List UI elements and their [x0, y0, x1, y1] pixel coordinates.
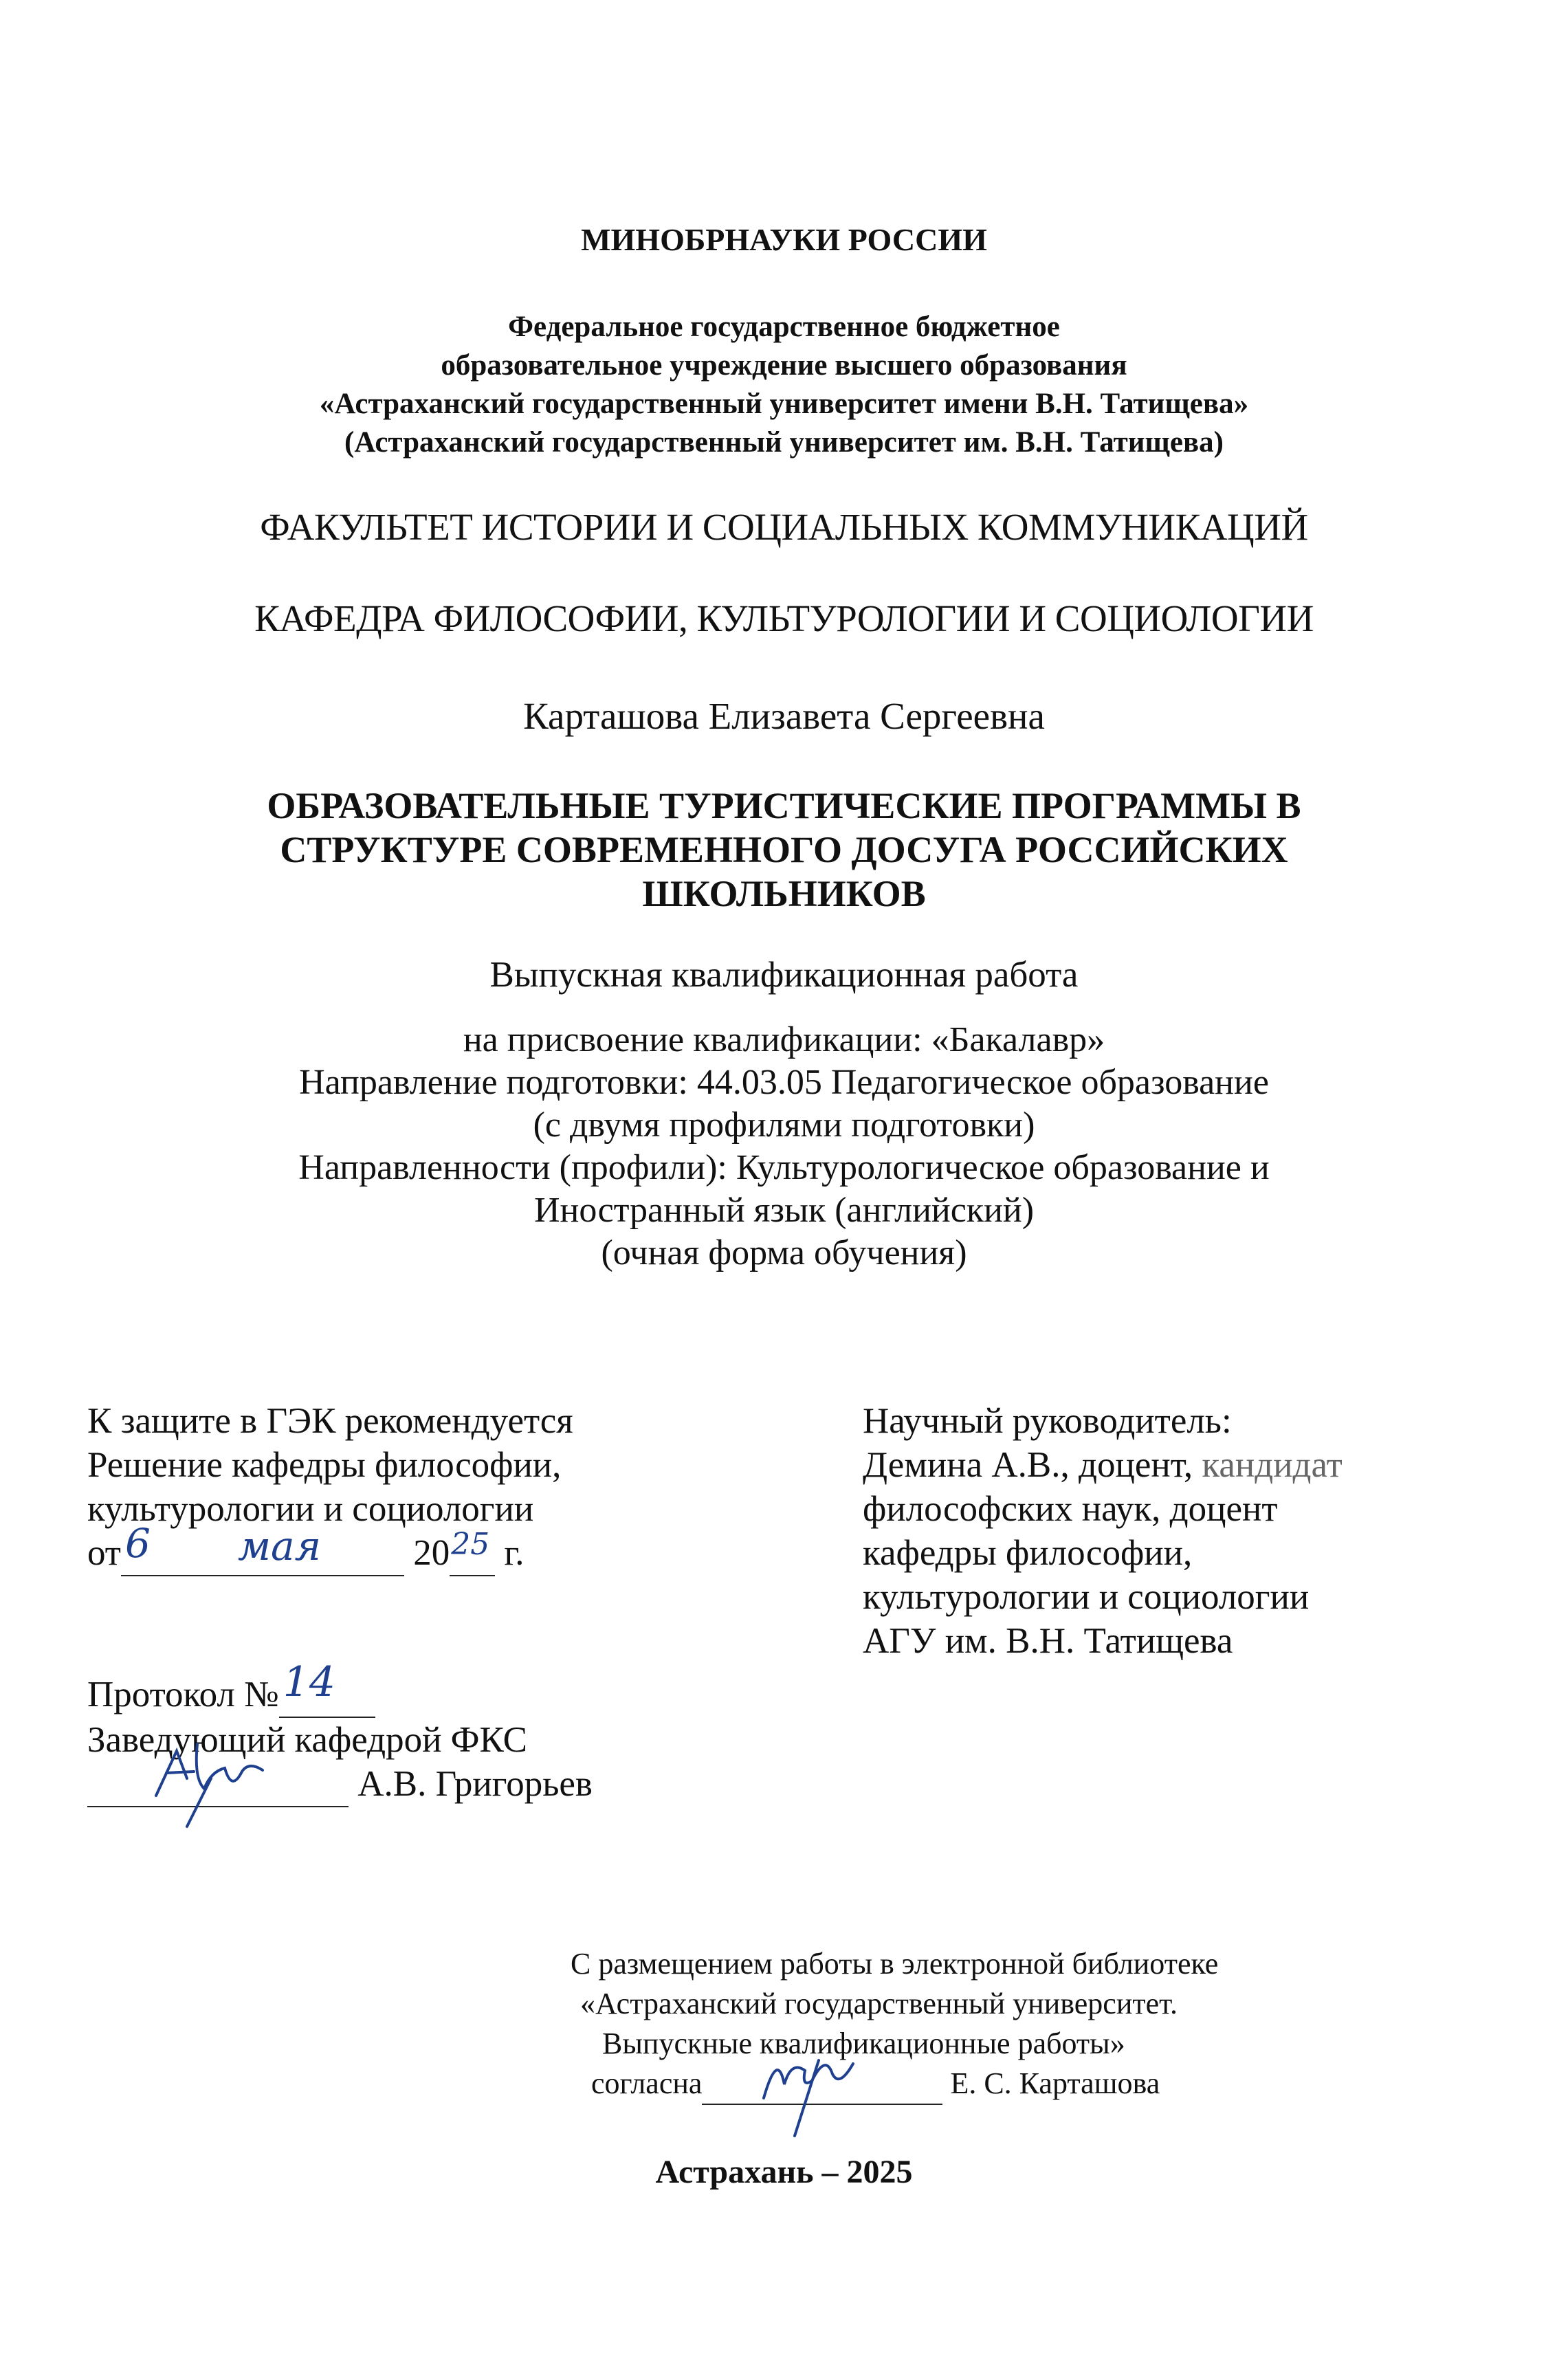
head-signature-line	[87, 1762, 593, 1807]
supervisor-degree-start: кандидат	[1202, 1445, 1343, 1485]
supervisor-line: культурологии и социологии	[863, 1577, 1310, 1617]
institution-block	[0, 308, 1568, 462]
consent-line: С размещением работы в электронной библиотеке	[571, 1947, 1219, 1981]
recommendation-line: К защите в ГЭК рекомендуется	[87, 1401, 573, 1441]
consent-signature-blank	[702, 2064, 942, 2105]
supervisor-line: кафедры философии,	[863, 1533, 1193, 1573]
supervisor-line: АГУ им. В.Н. Татищева	[863, 1621, 1233, 1661]
department-name: КАФЕДРА ФИЛОСОФИИ, КУЛЬТУРОЛОГИИ И СОЦИОЛОГИИ	[254, 597, 1314, 639]
recommendation-block	[87, 1399, 573, 1576]
protocol-blank	[279, 1658, 375, 1718]
consent-signature-line	[571, 2064, 1218, 2105]
head-name: А.В. Григорьев	[357, 1764, 593, 1804]
title-line: ШКОЛЬНИКОВ	[642, 873, 926, 914]
signer-name: Е. С. Карташова	[950, 2066, 1160, 2100]
institution-line: Федеральное государственное бюджетное	[508, 311, 1060, 343]
work-type: Выпускная квалификационная работа	[489, 955, 1079, 995]
decision-date	[87, 1520, 573, 1576]
handwritten-year: 25	[451, 1527, 490, 1562]
institution-line: образовательное учреждение высшего образования	[441, 349, 1127, 382]
head-label: Заведующий кафедрой ФКС	[87, 1720, 527, 1760]
student-signature-image	[743, 2022, 881, 2139]
head-signature-image	[129, 1730, 280, 1833]
ministry-name: МИНОБРНАУКИ РОССИИ	[581, 222, 987, 257]
faculty-name: ФАКУЛЬТЕТ ИСТОРИИ И СОЦИАЛЬНЫХ КОММУНИКАЦИЙ	[260, 506, 1308, 548]
date-blank	[121, 1520, 404, 1576]
library-consent-block	[571, 1944, 1218, 2105]
supervisor-label: Научный руководитель:	[863, 1401, 1232, 1441]
head-signature-blank	[87, 1762, 349, 1807]
details-line: Направленности (профили): Культурологическое образование и	[298, 1148, 1270, 1187]
thesis-title	[0, 784, 1568, 916]
details-line: (с двумя профилями подготовки)	[533, 1105, 1035, 1145]
details-line: Иностранный язык (английский)	[533, 1191, 1035, 1230]
supervisor-block	[863, 1399, 1343, 1663]
recommendation-line: Решение кафедры философии,	[87, 1445, 562, 1485]
details-line: (очная форма обучения)	[601, 1233, 967, 1272]
handwritten-protocol-number: 14	[283, 1658, 336, 1706]
year-prefix: 20	[413, 1533, 450, 1573]
date-prefix: от	[87, 1533, 121, 1573]
agree-label: согласна	[591, 2066, 703, 2100]
program-details	[0, 1019, 1568, 1275]
handwritten-day: 6	[124, 1520, 151, 1567]
author-name: Карташова Елизавета Сергеевна	[523, 695, 1045, 737]
protocol-block	[87, 1658, 593, 1807]
institution-line: (Астраханский государственный университет им. В.Н. Татищева)	[344, 426, 1224, 459]
details-line: Направление подготовки: 44.03.05 Педагогическое образование	[299, 1063, 1269, 1102]
protocol-label: Протокол №	[87, 1675, 279, 1714]
consent-line: Выпускные квалификационные работы»	[602, 2027, 1125, 2060]
protocol-line	[87, 1658, 593, 1718]
consent-line: «Астраханский государственный университет.	[580, 1987, 1178, 2020]
year-blank	[450, 1527, 495, 1576]
supervisor-name-position: Демина А.В., доцент,	[863, 1445, 1202, 1485]
supervisor-line: философских наук, доцент	[863, 1489, 1278, 1529]
city-year: Астрахань – 2025	[655, 2154, 913, 2190]
institution-line: «Астраханский государственный университет имени В.Н. Татищева»	[319, 388, 1249, 420]
title-line: СТРУКТУРЕ СОВРЕМЕННОГО ДОСУГА РОССИЙСКИХ	[280, 829, 1288, 870]
details-line: на присвоение квалификации: «Бакалавр»	[463, 1020, 1105, 1059]
title-line: ОБРАЗОВАТЕЛЬНЫЕ ТУРИСТИЧЕСКИЕ ПРОГРАММЫ В	[267, 785, 1301, 826]
handwritten-month: мая	[237, 1523, 322, 1569]
recommendation-line: культурологии и социологии	[87, 1489, 534, 1529]
year-suffix: г.	[504, 1533, 524, 1573]
supervisor-line	[863, 1443, 1343, 1487]
